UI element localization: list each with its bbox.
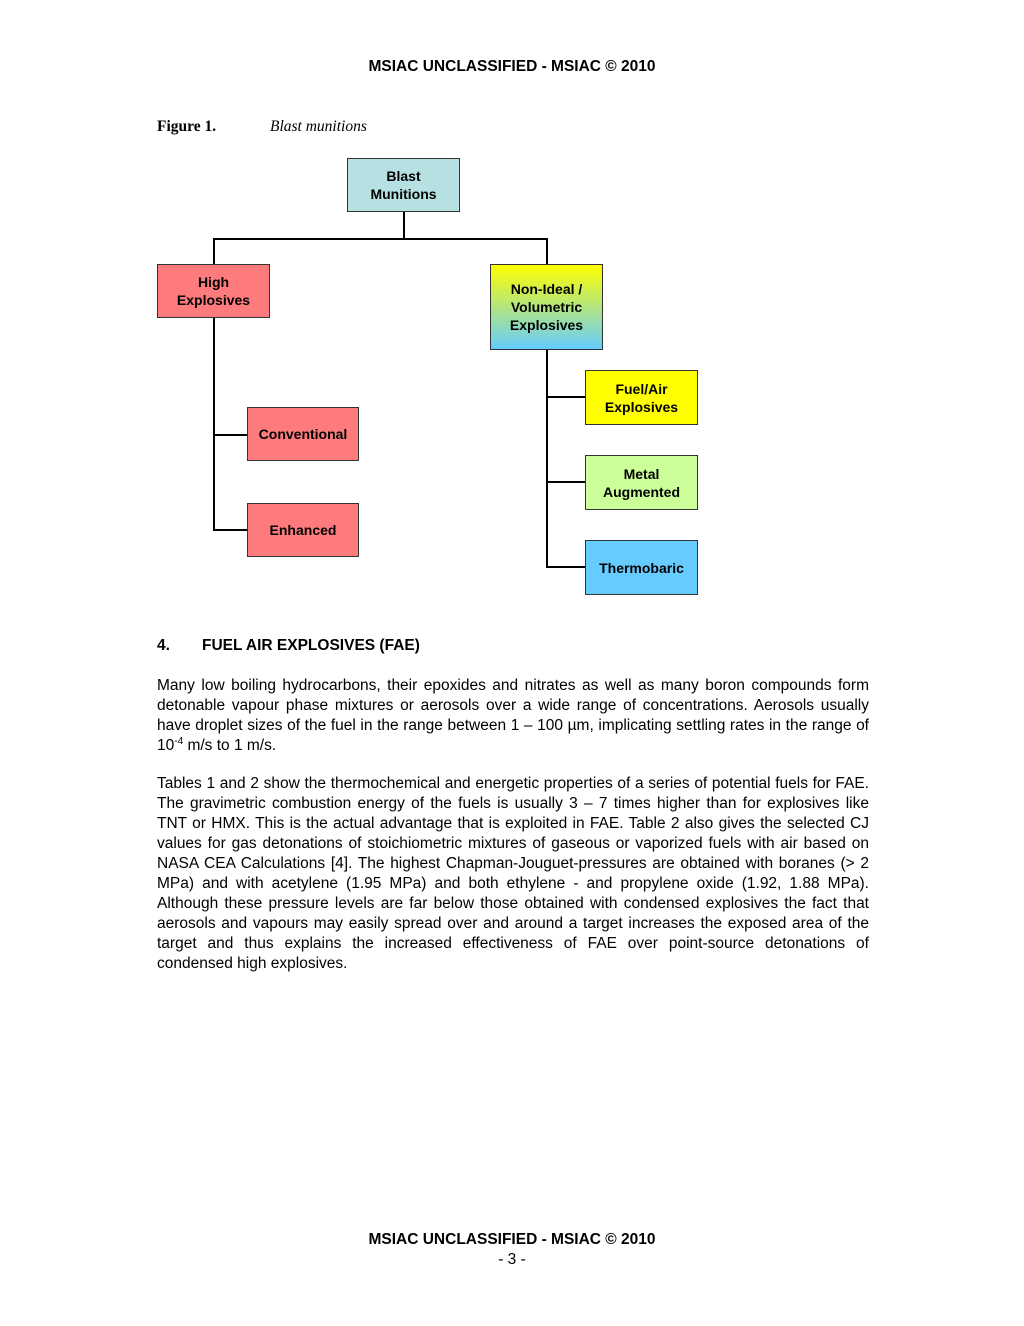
paragraph-1-text-end: m/s to 1 m/s. (183, 737, 277, 754)
paragraph-1-superscript: -4 (174, 735, 184, 747)
node-non-ideal-volumetric-explosives: Non-Ideal / Volumetric Explosives (490, 264, 603, 350)
node-enhanced: Enhanced (247, 503, 359, 557)
node-conventional: Conventional (247, 407, 359, 461)
node-blast-munitions: Blast Munitions (347, 158, 460, 212)
node-thermobaric: Thermobaric (585, 540, 698, 595)
connector-to-metal (546, 481, 586, 483)
connector-nonideal-trunk (546, 349, 548, 567)
connector-to-conventional (213, 434, 247, 436)
paragraph-2: Tables 1 and 2 show the thermochemical and energetic properties of a series of potential fuels for FAE. The gravimetric combustion energy of the fuels is usually 3 – 7 times higher than for explosives like TNT or HMX. This is the actual advantage that is exploited in FAE. Table 2 also gives the selected CJ values for gas detonations of stoichiometric mixtures of gaseous or vaporized fuels with air based on NASA CEA Calculations [4]. The highest Chapman-Jouguet-pressures are obtained with boranes (> 2 MPa) and with acetylene (1.95 MPa) and both ethylene - and propylene oxide (1.92, 1.88 MPa). Although these pressure levels are far below those obtained with condensed explosives the fact that aerosols and vapours may easily spread over and around a target increases the exposed area of the target and thus explains the increased effectiveness of FAE over point-source detonations of condensed high explosives. (157, 775, 869, 972)
node-fuel-air-explosives: Fuel/Air Explosives (585, 370, 698, 425)
paragraph-1 (157, 676, 869, 756)
section-title: FUEL AIR EXPLOSIVES (FAE) (202, 637, 420, 654)
connector-to-thermobaric (546, 566, 586, 568)
connector-to-high (213, 238, 215, 265)
section-number: 4. (157, 637, 170, 654)
node-high-explosives: High Explosives (157, 264, 270, 318)
connector-high-trunk (213, 317, 215, 530)
paragraph-1-text: Many low boiling hydrocarbons, their epoxides and nitrates as well as many boron compounds form detonable vapour phase mixtures or aerosols over a wide range of concentrations. Aerosols usually have droplet sizes of the fuel in the range between 1 – 100 µm, implicating settling rates in the range of 10 (157, 677, 869, 754)
page-footer: MSIAC UNCLASSIFIED - MSIAC © 2010 (368, 1231, 656, 1248)
node-metal-augmented: Metal Augmented (585, 455, 698, 510)
connector-top-horizontal (213, 238, 548, 240)
figure-title: Blast munitions (270, 118, 367, 135)
section-heading (157, 637, 420, 655)
connector-to-fuelair (546, 396, 586, 398)
page-number: - 3 - (498, 1251, 526, 1268)
blast-munitions-diagram (0, 0, 1024, 620)
page-header: MSIAC UNCLASSIFIED - MSIAC © 2010 (368, 58, 656, 75)
figure-label: Figure 1. (157, 118, 217, 135)
connector-to-enhanced (213, 529, 247, 531)
connector-root-down (403, 211, 405, 238)
connector-to-nonideal (546, 238, 548, 265)
